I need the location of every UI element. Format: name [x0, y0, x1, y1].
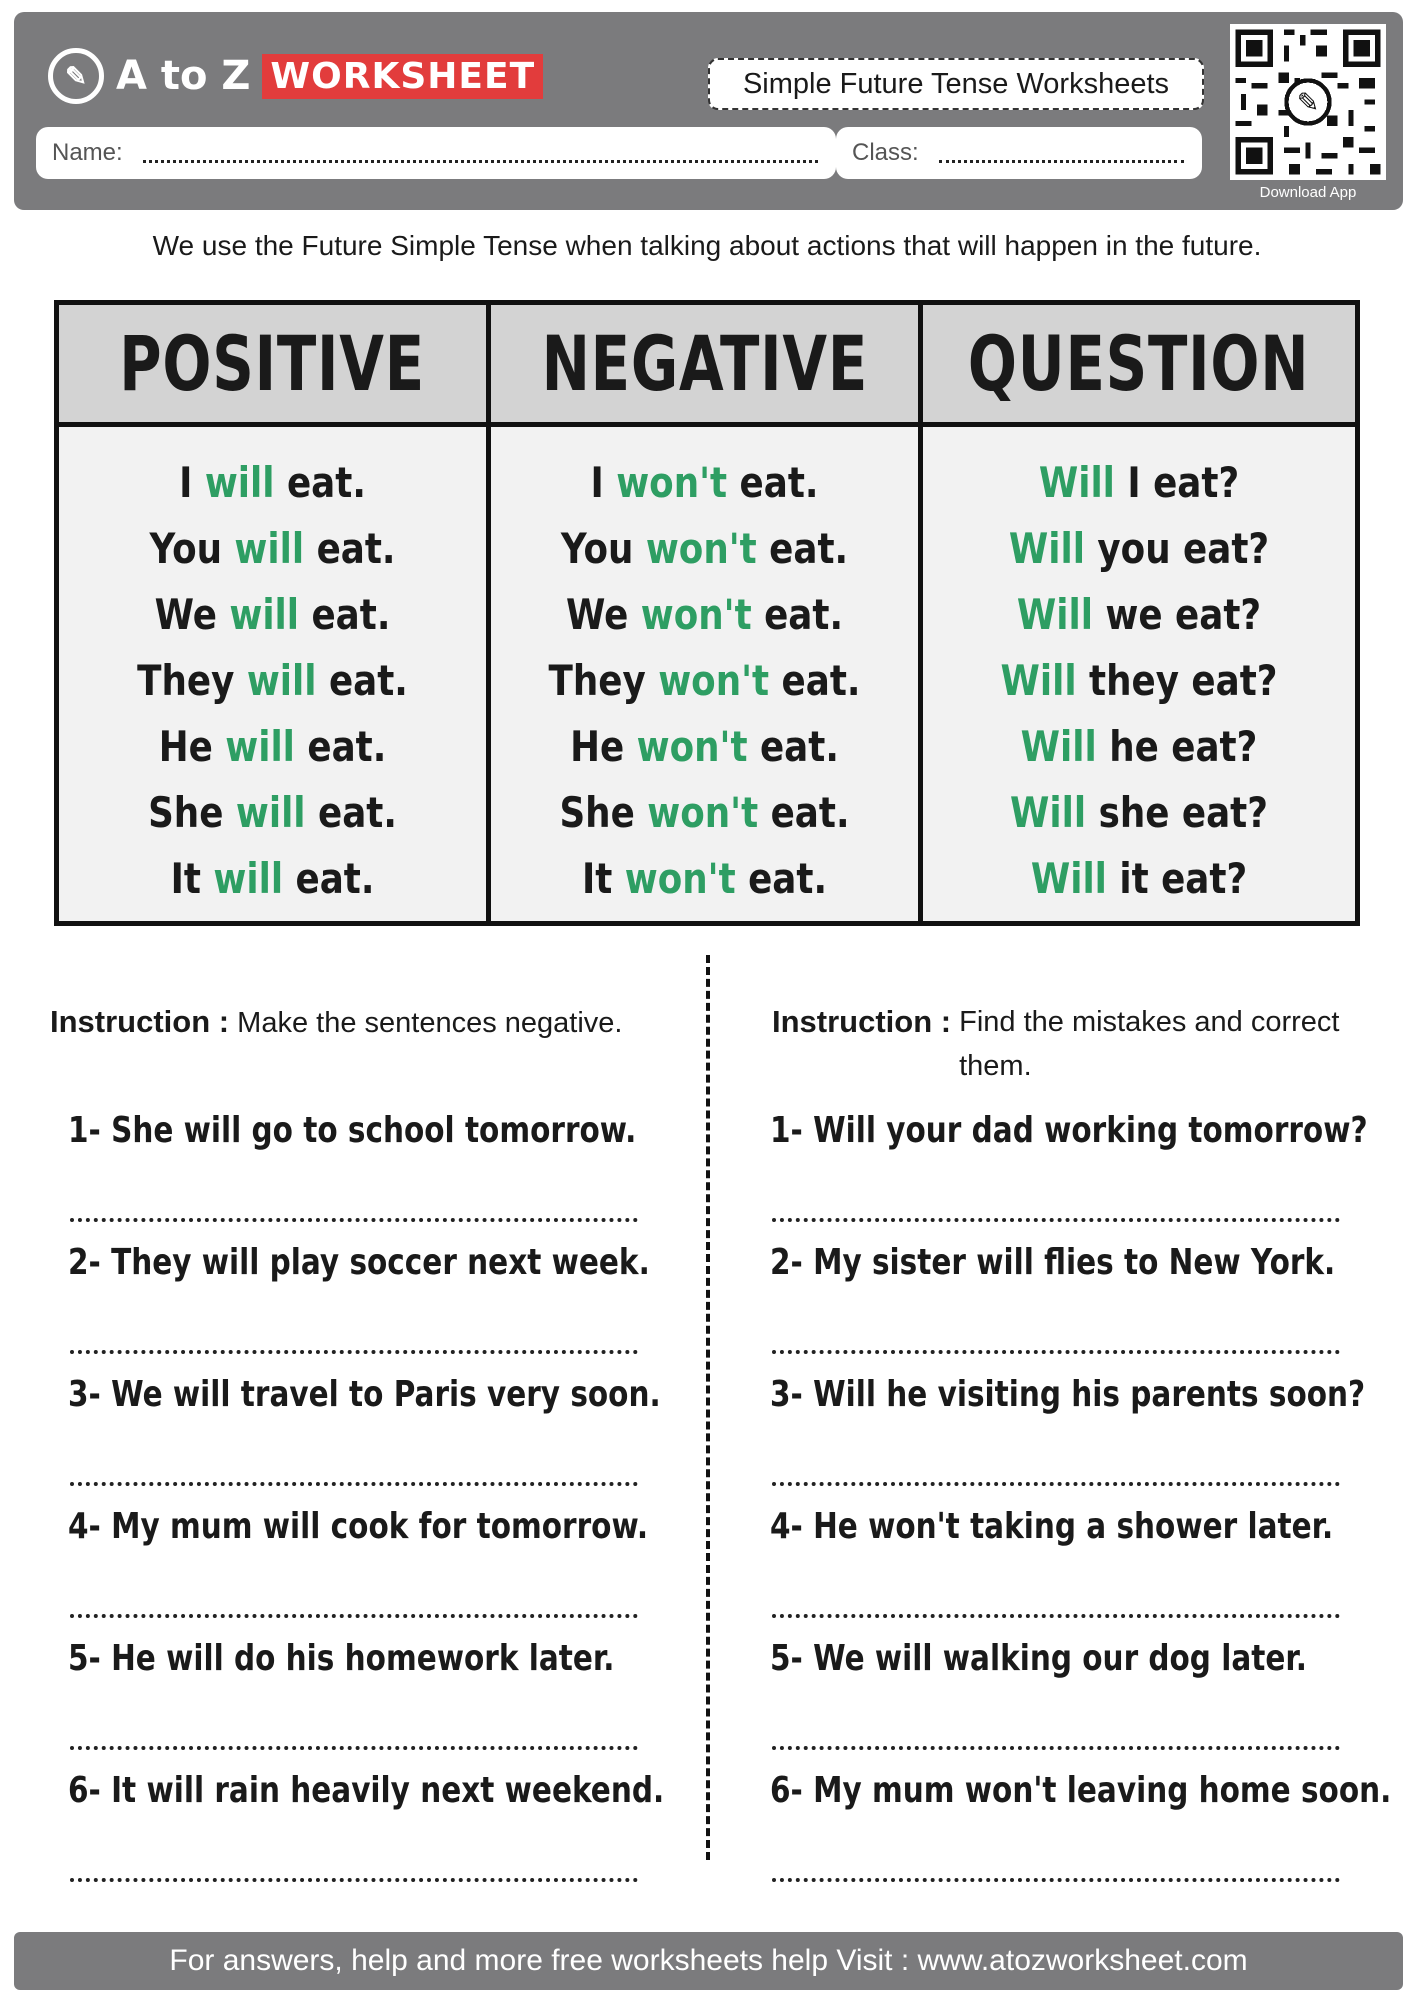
sentence-auxiliary: Will	[1008, 523, 1085, 573]
instruction-right	[772, 1000, 1372, 1088]
question-sentence	[955, 581, 1322, 647]
sentence-subject: I	[179, 457, 205, 507]
header-question-text: QUESTION	[968, 319, 1310, 408]
sentence-rest: he eat?	[1096, 721, 1258, 771]
exercise-item	[770, 1770, 1392, 1902]
sentence-rest: we eat?	[1092, 589, 1262, 639]
sentence-rest: eat.	[735, 853, 828, 903]
sentence-subject: They	[548, 655, 659, 705]
sentence-auxiliary: won't	[645, 523, 757, 573]
sentence-rest: eat.	[758, 787, 850, 837]
sentence-rest: eat.	[274, 457, 366, 507]
header-negative-text: NEGATIVE	[541, 319, 868, 408]
negative-column	[491, 427, 923, 921]
sentence-auxiliary: won't	[624, 853, 736, 903]
intro-text: We use the Future Simple Tense when talking about actions that will happen in the future.	[152, 230, 1262, 261]
sentence-auxiliary: will	[229, 589, 300, 639]
exercise-sentence: 2- They will play soccer next week.	[68, 1242, 650, 1283]
sentence-auxiliary: won't	[640, 589, 752, 639]
sentence-rest: eat.	[305, 787, 397, 837]
exercise-item	[770, 1638, 1340, 1770]
answer-line[interactable]	[772, 1218, 1340, 1222]
exercise-sentence: 3- Will he visiting his parents soon?	[770, 1374, 1366, 1415]
sentence-auxiliary: will	[213, 853, 284, 903]
exercise-sentence: 6- It will rain heavily next weekend.	[68, 1770, 665, 1811]
class-line	[939, 160, 1184, 163]
sentence-auxiliary: won't	[647, 787, 759, 837]
negative-sentence	[523, 713, 886, 779]
exercise-item	[68, 1242, 650, 1374]
sentence-auxiliary: will	[204, 457, 275, 507]
logo-badge: WORKSHEET	[262, 54, 543, 99]
sentence-rest: eat.	[294, 721, 387, 771]
instruction-left-label: Instruction :	[50, 1004, 230, 1039]
header-positive	[59, 305, 491, 427]
positive-sentence	[91, 713, 454, 779]
sentence-auxiliary: Will	[1000, 655, 1077, 705]
correction-exercise-list	[770, 1110, 1392, 1902]
exercise-item	[770, 1110, 1368, 1242]
answer-line[interactable]	[772, 1350, 1340, 1354]
exercise-sentence: 5- We will walking our dog later.	[770, 1638, 1307, 1679]
exercise-item	[770, 1242, 1340, 1374]
sentence-rest: eat.	[283, 853, 375, 903]
name-line	[143, 160, 818, 163]
question-sentence	[955, 713, 1322, 779]
exercise-item	[68, 1506, 649, 1638]
sentence-rest: eat.	[299, 589, 391, 639]
logo-text: A to Z	[116, 53, 251, 99]
answer-line[interactable]	[70, 1878, 638, 1882]
sentence-auxiliary: won't	[658, 655, 770, 705]
worksheet-title: Simple Future Tense Worksheets	[708, 58, 1204, 110]
exercise-item	[68, 1638, 638, 1770]
negative-sentence	[523, 515, 886, 581]
exercise-item	[68, 1770, 665, 1902]
negative-sentence	[523, 449, 886, 515]
exercise-item	[68, 1374, 661, 1506]
sentence-auxiliary: Will	[1038, 457, 1115, 507]
sentence-rest: eat.	[727, 457, 819, 507]
exercise-item	[770, 1506, 1340, 1638]
sentence-subject: You	[149, 523, 235, 573]
sentence-rest: she eat?	[1086, 787, 1268, 837]
answer-line[interactable]	[70, 1482, 638, 1486]
header-question	[923, 305, 1355, 427]
negative-sentence	[523, 647, 886, 713]
answer-line[interactable]	[772, 1614, 1340, 1618]
sentence-auxiliary: will	[246, 655, 317, 705]
question-sentence	[955, 845, 1322, 911]
sentence-subject: We	[565, 589, 641, 639]
exercise-sentence: 6- My mum won't leaving home soon.	[770, 1770, 1392, 1811]
negative-exercise-list	[68, 1110, 665, 1902]
footer-bar[interactable]	[14, 1932, 1403, 1990]
footer-text: For answers, help and more free worksheets help Visit : www.atozworksheet.com	[169, 1944, 1248, 1977]
positive-sentence	[91, 581, 454, 647]
exercise-sentence: 3- We will travel to Paris very soon.	[68, 1374, 661, 1415]
sentence-auxiliary: won't	[616, 457, 728, 507]
sentence-rest: eat.	[751, 589, 844, 639]
exercise-sentence: 1- She will go to school tomorrow.	[68, 1110, 637, 1151]
header-positive-text: POSITIVE	[119, 319, 426, 408]
sentence-subject: They	[137, 655, 247, 705]
positive-sentence	[91, 449, 454, 515]
answer-line[interactable]	[70, 1218, 638, 1222]
positive-sentence	[91, 647, 454, 713]
question-sentence	[955, 779, 1322, 845]
answer-line[interactable]	[772, 1482, 1340, 1486]
sentence-rest: eat.	[747, 721, 839, 771]
answer-line[interactable]	[772, 1746, 1340, 1750]
negative-sentence	[523, 779, 886, 845]
sentence-auxiliary: Will	[1030, 853, 1107, 903]
svg-text:✎: ✎	[1296, 87, 1320, 119]
sentence-subject: She	[148, 787, 236, 837]
sentence-auxiliary: Will	[1010, 787, 1087, 837]
negative-sentence	[523, 845, 886, 911]
header-bar	[14, 12, 1403, 210]
sentence-auxiliary: Will	[1016, 589, 1093, 639]
question-sentence	[955, 647, 1322, 713]
logo[interactable]	[48, 44, 543, 108]
instruction-left-text: Make the sentences negative.	[237, 1007, 623, 1039]
qr-code-icon[interactable]	[1230, 24, 1386, 180]
positive-column	[59, 427, 491, 921]
sentence-rest: eat.	[756, 523, 849, 573]
question-column	[923, 427, 1355, 921]
exercise-sentence: 5- He will do his homework later.	[68, 1638, 615, 1679]
answer-line[interactable]	[70, 1614, 638, 1618]
instruction-right-label: Instruction :	[772, 1004, 952, 1039]
positive-sentence	[91, 779, 454, 845]
sentence-rest: eat.	[304, 523, 396, 573]
sentence-rest: it eat?	[1106, 853, 1248, 903]
download-app-label[interactable]: Download App	[1259, 184, 1357, 201]
sentence-rest: eat.	[769, 655, 861, 705]
name-field[interactable]	[36, 127, 836, 179]
exercise-item	[770, 1374, 1366, 1506]
positive-sentence	[91, 845, 454, 911]
instruction-left	[50, 1000, 670, 1045]
class-label: Class:	[852, 139, 919, 166]
sentence-rest: they eat?	[1076, 655, 1278, 705]
sentence-subject: He	[570, 721, 637, 771]
sentence-auxiliary: Will	[1020, 721, 1097, 771]
sentence-subject: You	[560, 523, 646, 573]
negative-sentence	[523, 581, 886, 647]
exercise-sentence: 2- My sister will flies to New York.	[770, 1242, 1336, 1283]
class-field[interactable]	[836, 127, 1202, 179]
sentence-subject: It	[581, 853, 625, 903]
question-sentence	[955, 449, 1322, 515]
exercise-sentence: 1- Will your dad working tomorrow?	[770, 1110, 1368, 1151]
sentence-subject: We	[154, 589, 230, 639]
question-sentence	[955, 515, 1322, 581]
answer-line[interactable]	[70, 1746, 638, 1750]
sentence-rest: I eat?	[1114, 457, 1240, 507]
exercise-sentence: 4- He won't taking a shower later.	[770, 1506, 1334, 1547]
positive-sentence	[91, 515, 454, 581]
sentence-subject: I	[590, 457, 617, 507]
sentence-subject: He	[158, 721, 226, 771]
exercise-sentence: 4- My mum will cook for tomorrow.	[68, 1506, 649, 1547]
answer-line[interactable]	[772, 1878, 1340, 1882]
instruction-right-text: Find the mistakes and correct them.	[959, 1006, 1340, 1082]
header-negative	[491, 305, 923, 427]
sentence-auxiliary: will	[225, 721, 295, 771]
answer-line[interactable]	[70, 1350, 638, 1354]
pencil-logo-icon: ✎	[48, 48, 104, 104]
sentence-subject: She	[559, 787, 648, 837]
sentence-rest: you eat?	[1084, 523, 1270, 573]
sentence-auxiliary: won't	[636, 721, 748, 771]
sentence-rest: eat.	[316, 655, 408, 705]
exercise-item	[68, 1110, 638, 1242]
sentence-auxiliary: will	[235, 787, 306, 837]
sentence-subject: It	[170, 853, 214, 903]
sentence-auxiliary: will	[234, 523, 305, 573]
column-divider	[706, 955, 710, 1860]
name-label: Name:	[52, 139, 123, 166]
tense-table	[54, 300, 1360, 926]
